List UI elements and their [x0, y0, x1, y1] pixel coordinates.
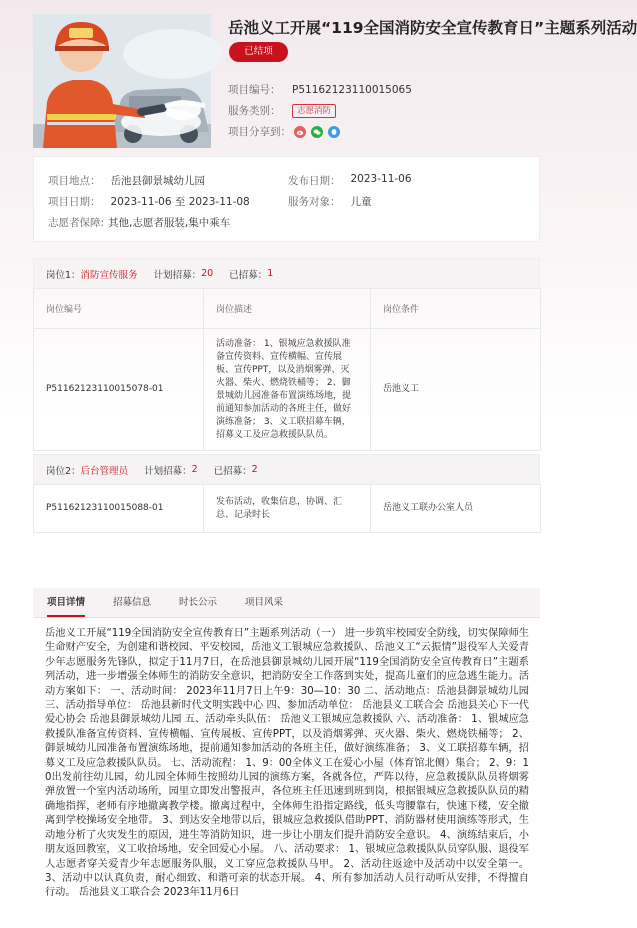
wechat-icon[interactable]: [311, 126, 323, 138]
location-value: 岳池县御景城幼儿园: [110, 175, 205, 187]
table-row: [34, 329, 541, 451]
tab-project-detail[interactable]: 项目详情: [47, 588, 85, 617]
position-prefix: 岗位1：: [46, 269, 81, 281]
location-label: 项目地点：: [48, 175, 101, 187]
service-target-value: 儿童: [350, 196, 372, 208]
service-target-label: 服务对象：: [288, 196, 341, 208]
position-table-header: [34, 289, 541, 329]
plan-count: 20: [201, 268, 214, 279]
volunteer-guarantee-item: [48, 215, 230, 230]
detail-tabs: [33, 588, 540, 618]
position-desc: 活动准备： 1、银城应急救援队准备宣传资料、宣传横幅、宣传展板、宣传PPT，以及消烟雾弹、灭火器、柴火、燃烧铁桶等； 2、御景城幼儿园准备布置演练场地，提前通知参加活动的各班主任，做好演练准备； 3、义工联招募车辆，招募义工及应急救援队队员。: [204, 329, 371, 451]
recruited-count: 1: [267, 268, 274, 279]
location-item: [48, 173, 205, 188]
publish-date-item: [288, 173, 412, 188]
plan-label: 计划招募：: [144, 465, 192, 477]
position-table: [33, 484, 541, 533]
project-number: P51162123110015065: [292, 83, 412, 96]
position-no: P51162123110015088-01: [34, 485, 204, 533]
share-row: [228, 124, 340, 139]
position-name[interactable]: 后台管理员: [80, 465, 129, 477]
status-badge: 已结项: [229, 42, 288, 62]
plan-label: 计划招募：: [153, 269, 202, 281]
project-number-row: [228, 82, 412, 97]
weibo-icon[interactable]: [294, 126, 306, 138]
position-table: [33, 288, 541, 451]
project-detail-text: 岳池义工开展“119全国消防安全宣传教育日”主题系列活动（一） 进一步筑牢校园安全防线，切实保障师生生命财产安全，为创建和谐校园、平安校园，岳池义工银城应急救援队、岳池义工“云振情”退役军人关爱青少年志愿服务先锋队，拟定于11月7日，在岳池县御景城幼儿园开展“119全国消防安全宣传教育日”主题系列活动，进一步增强全体师生的消防安全意识，把消防安全工作落到实处，提高儿童们的应急逃生能力。活动方案如下： 一、活动时间： 2023年11月7日上午9：30—10：30 二、活动地点：岳池县御景城幼儿园 三、活动指导单位： 岳池县新时代文明实践中心 四、参加活动单位： 岳池县义工联合会 岳池县关心下一代爱心协会 岳池县御景城幼儿园 五、活动牵头队伍： 岳池义工银城应急救援队 六、活动准备： 1、银城应急救援队准备宣传资料、宣传横幅、宣传展板、宣传PPT，以及消烟雾弹、灭火器、柴火、燃烧铁桶等； 2、御景城幼儿园准备布置演练场地，提前通知参加活动的各班主任，做好演练准备； 3、义工联招募车辆，招募义工及应急救援队队员。 七、活动流程： 1、9：00全体义工在爱心小屋（体育馆北侧）集合； 2、9：10出发前往幼儿园，幼儿园全体师生按照幼儿园的演练方案，各就各位，严阵以待，应急救援队队员将烟雾弹放置一个室内活动场所，园里立即发出警报声，各位班主任迅速到班到岗，根据银城应急救援队队员的精确地指挥，老师有序地撤离教学楼。撤离过程中，全体师生沿指定路线，低头弯腰靠右，快速下楼，安全撤离到学校操场安全地带。 3、到达安全地带以后，银城应急救援队借助PPT、消防器材使用演练等形式，生动地分析了火灾发生的原因，进生等消防知识，进一步让小朋友们提升消防安全意识。 4、演练结束后，小朋友返回教室，义工收拾场地，安全回爱心小屋。 八、活动要求： 1、银城应急救援队队员穿队服、退役军人志愿者穿关爱青少年志愿服务队服，义工穿应急救援队马甲。 2、活动往返途中及活动中以安全第一。 3、活动中以认真负责，耐心细致、和谐可亲的状态开展。 4、所有参加活动人员行动听从安排，不得擅自行动。 岳池县义工联合会 2023年11月6日: [45, 628, 529, 899]
service-type-tag: 志愿消防: [292, 104, 336, 118]
position-block-2: [33, 454, 540, 533]
qq-icon[interactable]: [328, 126, 340, 138]
publish-date-value: 2023-11-06: [350, 173, 412, 185]
position-no: P51162123110015078-01: [34, 329, 204, 451]
position-header: [33, 454, 540, 484]
firefighter-illustration: [33, 14, 211, 148]
share-label: 项目分享到：: [228, 126, 291, 138]
recruited-count: 2: [251, 464, 258, 475]
project-number-label: 项目编号：: [228, 84, 281, 96]
table-row: [34, 485, 541, 533]
recruited-label: 已招募：: [213, 465, 252, 477]
firefighter-photo: [33, 14, 211, 148]
volunteer-guarantee-value: 其他,志愿者服装,集中乘车: [108, 217, 231, 229]
project-info-card: [33, 156, 540, 242]
tab-project-gallery[interactable]: 项目风采: [245, 597, 284, 608]
volunteer-guarantee-label: 志愿者保障:: [48, 217, 105, 229]
service-type-label: 服务类别：: [228, 105, 281, 117]
project-header: [0, 0, 637, 150]
col-position-no: 岗位编号: [34, 289, 204, 329]
recruited-label: 已招募：: [229, 269, 268, 281]
tab-recruit-info[interactable]: 招募信息: [113, 597, 152, 608]
position-header: [33, 258, 540, 288]
date-range-value: 2023-11-06 至 2023-11-08: [110, 196, 250, 208]
date-range-item: [48, 194, 250, 209]
tab-hours-public[interactable]: 时长公示: [179, 597, 218, 608]
plan-count: 2: [191, 464, 198, 475]
project-title: 岳池义工开展“119全国消防安全宣传教育日”主题系列活动: [228, 19, 637, 37]
share-icons: [294, 126, 340, 138]
position-name[interactable]: 消防宣传服务: [80, 269, 138, 281]
position-cond: 岳池义工: [371, 329, 541, 451]
service-target-item: [288, 194, 372, 209]
service-type-row: [228, 103, 336, 118]
col-position-cond: 岗位条件: [371, 289, 541, 329]
position-desc: 发布活动，收集信息，协调、汇总、记录时长: [204, 485, 371, 533]
position-prefix: 岗位2：: [46, 465, 81, 477]
publish-date-label: 发布日期：: [288, 175, 341, 187]
date-range-label: 项目日期：: [48, 196, 101, 208]
position-block-1: [33, 258, 540, 451]
position-cond: 岳池义工联办公室人员: [371, 485, 541, 533]
col-position-desc: 岗位描述: [204, 289, 371, 329]
